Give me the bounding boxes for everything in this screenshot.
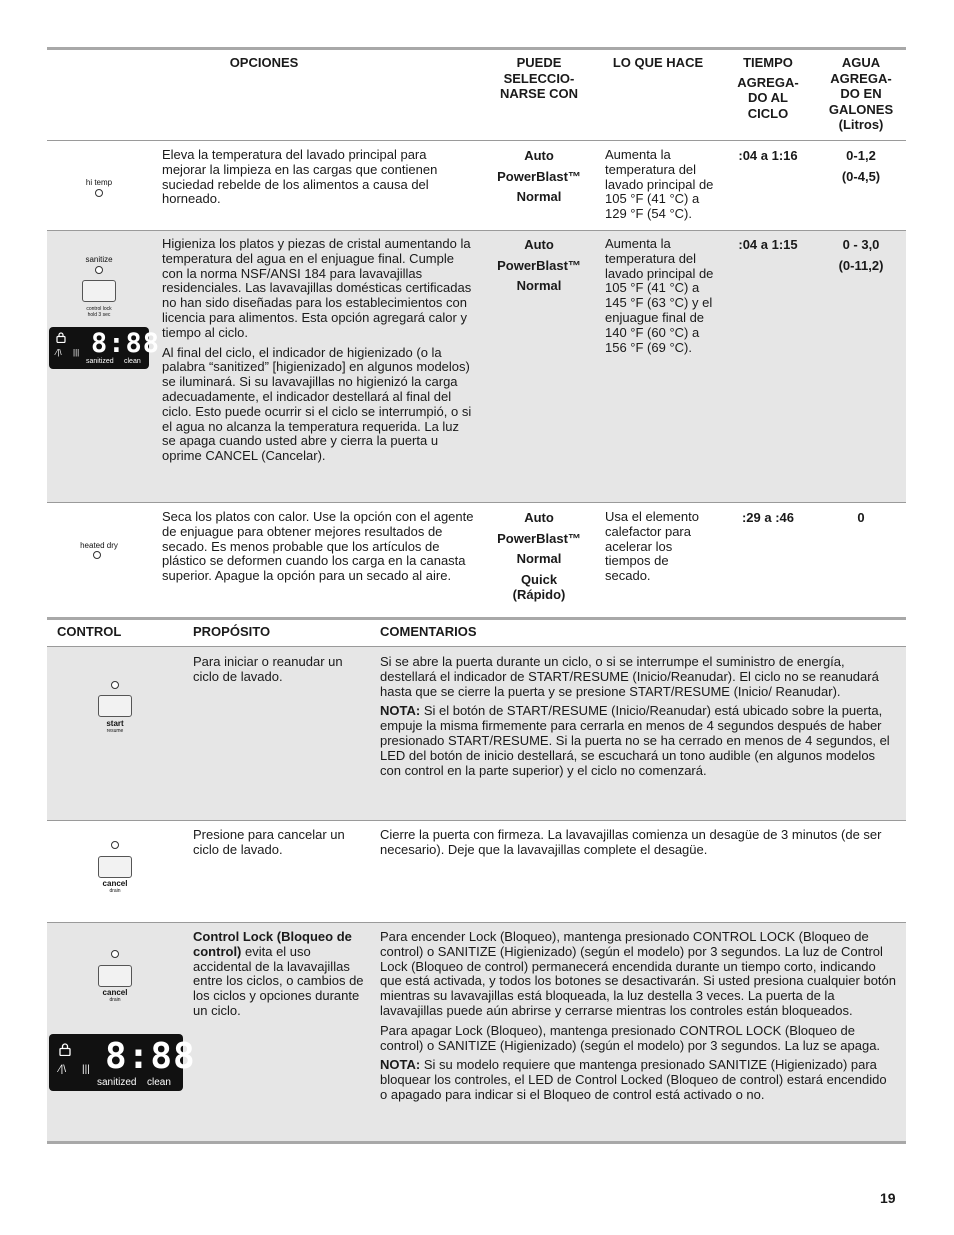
cancel-label: cancel xyxy=(102,988,128,997)
heated-dry-what: Usa el elemento calefactor para acelerar los tiempos de secado. xyxy=(605,509,699,584)
heated-dry-led-icon xyxy=(93,551,101,559)
row-divider xyxy=(47,820,906,821)
row-divider xyxy=(47,502,906,503)
sanitize-what: Aumenta la temperatura del lavado principal de 105 °F (41 °C) a 145 °F (63 °C) y el enjuague final de 140 °F (60 °C) a 156 °F (69 °C). xyxy=(605,236,714,355)
dry-icon: ||| xyxy=(82,1064,90,1075)
heated-dry-time: :29 a :46 xyxy=(741,510,795,525)
sanitize-sub-label: control lock hold 3 sec xyxy=(86,306,112,318)
header-time-title: TIEMPO xyxy=(743,55,793,70)
wash-icon: ⁄|\ xyxy=(59,1064,67,1075)
drain-label: drain xyxy=(109,888,121,894)
sanitize-label: sanitize xyxy=(85,255,113,264)
sanitize-display xyxy=(49,327,161,369)
lock-icon xyxy=(59,1043,71,1056)
wash-icon: ⁄|\ xyxy=(56,348,62,357)
header-purpose: PROPÓSITO xyxy=(193,624,271,639)
hi-temp-label: hi temp xyxy=(85,178,113,187)
sanitize-selectable: Auto PowerBlast™ Normal xyxy=(497,237,581,293)
sanitize-led-icon xyxy=(95,266,103,274)
cancel-led-icon xyxy=(111,841,119,849)
heated-dry-selectable: Auto PowerBlast™ Normal Quick (Rápido) xyxy=(497,510,581,602)
header-options: OPCIONES xyxy=(229,55,299,70)
header-what: LO QUE HACE xyxy=(612,55,704,70)
header-selectable: PUEDE SELECCIO- NARSE CON xyxy=(499,55,578,101)
hi-temp-time: :04 a 1:16 xyxy=(738,148,798,163)
hi-temp-led-icon xyxy=(95,189,103,197)
header-time xyxy=(722,55,814,121)
start-led-icon xyxy=(111,681,119,689)
page-number: 19 xyxy=(880,1190,896,1206)
hi-temp-water: 0-1,2 (0-4,5) xyxy=(841,148,881,184)
start-comments: Si se abre la puerta durante un ciclo, o si se interrumpe el suministro de energía, destellará el indicador de START/RESUME (Inicio/Reanudar). El ciclo no se reanudará hasta que se cierre la puerta y se presione START/RESUME (Inicio/ Reanudar). NOTA: Si el botón de START/RESUME (Inicio/Reanudar) está ubicado sobre la puerta, empuje la misma firmemente para cerrarla en menos de 4 segundos después de haber presionado START/RESUME. Si la puerta no se ha cerrado en menos de 4 segundos, el LED del botón de inicio destellará, se escuchará un tono audible (en algunos modelos con control en la parte superior) y el ciclo no comenzará. xyxy=(380,654,890,778)
sanitized-label: sanitized xyxy=(86,358,114,365)
table-top-rule xyxy=(47,47,906,50)
hi-temp-what: Aumenta la temperatura del lavado principal de 105 °F (41 °C) a 129 °F (54 °C). xyxy=(605,147,714,222)
dry-icon: ||| xyxy=(73,348,80,357)
sanitized-label: sanitized xyxy=(97,1077,137,1088)
start-label: start xyxy=(106,719,124,728)
table-top-rule xyxy=(47,617,906,620)
display-digits: 8:88 xyxy=(91,328,161,359)
sanitize-time: :04 a 1:15 xyxy=(738,237,798,252)
clean-label: clean xyxy=(147,1077,171,1088)
cancel-label: cancel xyxy=(102,879,128,888)
control-lock-purpose: Control Lock (Bloqueo de control) evita el uso accidental de la lavavajillas entre los ciclos, o cambios de los ciclos y opciones durante un ciclo. xyxy=(193,929,364,1018)
control-lock-comments: Para encender Lock (Bloqueo), mantenga presionado CONTROL LOCK (Bloqueo de control) o SANITIZE (Higienizado) (según el modelo) por 3 segundos. La luz de Control Lock (Bloqueo de control) permanecerá encendida durante un tiempo corto, indicando que está activada, y todos los botones se desactivarán. Si usted presiona cualquier botón mientras su lavavajillas está bloqueada, la luz destella 3 veces. La puerta de la lavavajillas puede aún abrirse y cerrarse mientras los controles están bloqueados. Para apagar Lock (Bloqueo), mantenga presionado CONTROL LOCK (Bloqueo de control) o SANITIZE (Higienizado) (según el modelo) por 3 segundos. La luz se apaga. NOTA: Si su modelo requiere que mantenga presionado SANITIZE (Higienizado) para bloquear los controles, el LED de Control Locked (Bloqueo de control) estará encendido o apagado para indicar si el Bloqueo de control está activado o no. xyxy=(380,929,896,1102)
cancel-purpose: Presione para cancelar un ciclo de lavado. xyxy=(193,827,345,857)
sanitize-button[interactable] xyxy=(82,280,116,302)
control-lock-button[interactable] xyxy=(98,965,132,987)
drain-label: drain xyxy=(109,997,121,1003)
header-time-sub: AGREGA- DO AL CICLO xyxy=(737,74,799,121)
display-digits: 8:88 xyxy=(105,1036,196,1077)
hi-temp-description: Eleva la temperatura del lavado principal para mejorar la limpieza en las cargas que contienen suciedad rebelde de los alimentos a causa del horneado. xyxy=(162,147,438,207)
header-comments: COMENTARIOS xyxy=(380,624,477,639)
sanitize-water: 0 - 3,0 (0-11,2) xyxy=(838,237,884,273)
heated-dry-label: heated dry xyxy=(80,541,118,550)
sanitize-description: Higieniza los platos y piezas de cristal aumentando la temperatura del agua en el enjuague final. Cumple con la norma NSF/ANSI 184 para lavavajillas residenciales. Las lavavajillas domésticas certificadas no han sido diseñadas para los establecimientos con licencia para alimentos. Esta opción agregará calor y tiempo al ciclo. Al final del ciclo, el indicador de higienizado (o la palabra “sanitized” [higienizado] en algunos modelos) se iluminará. Si su lavavajillas no higienizó la carga adecuadamente, el indicador destellará al final del ciclo. Esto puede ocurrir si el ciclo se interrumpió, o si el agua no alcanza la temperatura requerida. La luz se apaga cuando usted abre y cierra la puerta u oprime CANCEL (Cancelar). xyxy=(162,236,472,464)
lock-icon xyxy=(56,332,66,343)
start-purpose: Para iniciar o reanudar un ciclo de lavado. xyxy=(193,654,343,684)
lock-led-icon xyxy=(111,950,119,958)
hi-temp-selectable: Auto PowerBlast™ Normal xyxy=(497,148,581,204)
heated-dry-water: 0 xyxy=(857,510,865,525)
cancel-comments: Cierre la puerta con firmeza. La lavavajillas comienza un desagüe de 3 minutos (de ser necesario). Deje que la lavavajillas complete el desagüe. xyxy=(380,827,882,857)
table-bottom-rule xyxy=(47,1141,906,1144)
start-button[interactable] xyxy=(98,695,132,717)
control-lock-display xyxy=(49,1034,196,1091)
cancel-button[interactable] xyxy=(98,856,132,878)
clean-label: clean xyxy=(124,358,141,365)
header-control: CONTROL xyxy=(57,624,122,639)
resume-label: resume xyxy=(106,728,124,734)
heated-dry-description: Seca los platos con calor. Use la opción con el agente de enjuague para obtener mejores resultados de secado. Es menos probable que los artículos de plástico se deformen cuando los carga en la canasta superior. Apague la opción para un secado al aire. xyxy=(162,509,474,584)
row-divider xyxy=(47,140,906,141)
header-water: AGUA AGREGA- DO EN GALONES (Litros) xyxy=(828,55,894,132)
